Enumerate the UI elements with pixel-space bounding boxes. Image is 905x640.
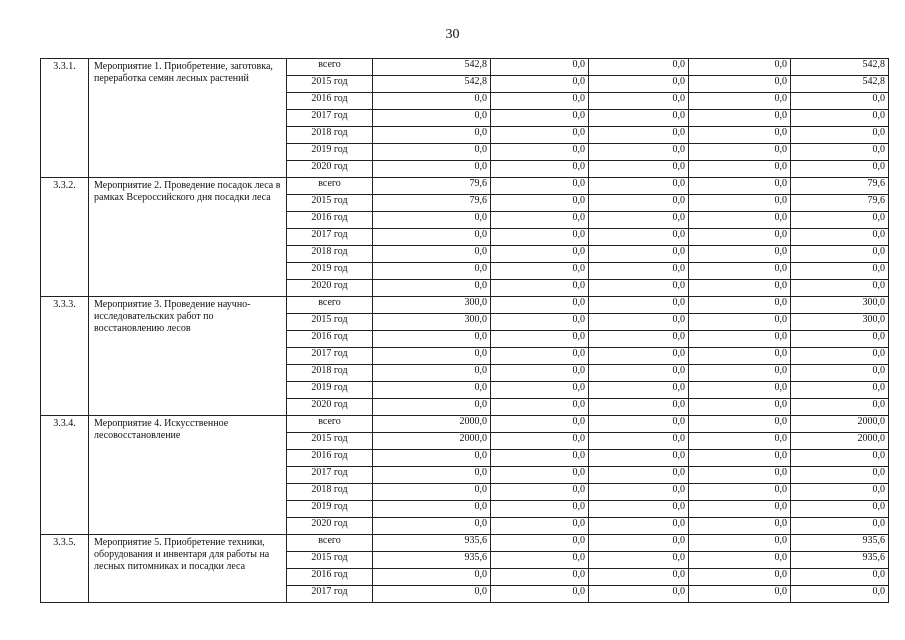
amount-cell-3: 0,0 xyxy=(589,348,689,365)
amount-cell-1: 542,8 xyxy=(373,59,491,76)
amount-cell-4: 0,0 xyxy=(689,280,791,297)
table-row-total xyxy=(41,535,889,552)
amount-cell-4: 0,0 xyxy=(689,382,791,399)
amount-cell-3: 0,0 xyxy=(589,110,689,127)
period-label: 2018 год xyxy=(287,484,373,501)
amount-cell-5: 0,0 xyxy=(791,484,889,501)
amount-cell-3: 0,0 xyxy=(589,59,689,76)
amount-cell-1: 0,0 xyxy=(373,127,491,144)
amount-cell-5: 0,0 xyxy=(791,569,889,586)
amount-cell-1: 0,0 xyxy=(373,280,491,297)
amount-cell-5: 0,0 xyxy=(791,348,889,365)
page-number: 30 xyxy=(445,27,460,42)
amount-cell-3: 0,0 xyxy=(589,416,689,433)
amount-cell-1: 0,0 xyxy=(373,501,491,518)
amount-cell-2: 0,0 xyxy=(491,416,589,433)
amount-cell-4: 0,0 xyxy=(689,501,791,518)
amount-cell-4: 0,0 xyxy=(689,76,791,93)
amount-cell-5: 0,0 xyxy=(791,501,889,518)
amount-cell-3: 0,0 xyxy=(589,178,689,195)
period-label: 2018 год xyxy=(287,246,373,263)
period-label: 2017 год xyxy=(287,467,373,484)
amount-cell-3: 0,0 xyxy=(589,263,689,280)
amount-cell-4: 0,0 xyxy=(689,348,791,365)
amount-cell-4: 0,0 xyxy=(689,416,791,433)
amount-cell-2: 0,0 xyxy=(491,229,589,246)
amount-cell-3: 0,0 xyxy=(589,195,689,212)
amount-cell-1: 0,0 xyxy=(373,110,491,127)
period-label: 2020 год xyxy=(287,518,373,535)
amount-cell-5: 542,8 xyxy=(791,76,889,93)
amount-cell-2: 0,0 xyxy=(491,433,589,450)
amount-cell-5: 935,6 xyxy=(791,535,889,552)
period-label: всего xyxy=(287,416,373,433)
amount-cell-4: 0,0 xyxy=(689,212,791,229)
table-row-total xyxy=(41,59,889,76)
amount-cell-4: 0,0 xyxy=(689,552,791,569)
amount-cell-3: 0,0 xyxy=(589,518,689,535)
amount-cell-3: 0,0 xyxy=(589,467,689,484)
table-row-total xyxy=(41,416,889,433)
amount-cell-5: 0,0 xyxy=(791,212,889,229)
amount-cell-5: 0,0 xyxy=(791,467,889,484)
amount-cell-4: 0,0 xyxy=(689,586,791,603)
amount-cell-1: 0,0 xyxy=(373,484,491,501)
amount-cell-4: 0,0 xyxy=(689,127,791,144)
amount-cell-3: 0,0 xyxy=(589,212,689,229)
amount-cell-1: 0,0 xyxy=(373,331,491,348)
amount-cell-3: 0,0 xyxy=(589,450,689,467)
amount-cell-1: 300,0 xyxy=(373,314,491,331)
amount-cell-1: 542,8 xyxy=(373,76,491,93)
amount-cell-2: 0,0 xyxy=(491,569,589,586)
amount-cell-5: 79,6 xyxy=(791,195,889,212)
activity-name: Мероприятие 3. Проведение научно-исследовательских работ по восстановлению лесов xyxy=(89,297,287,416)
period-label: 2017 год xyxy=(287,110,373,127)
period-label: 2020 год xyxy=(287,161,373,178)
amount-cell-1: 935,6 xyxy=(373,535,491,552)
amount-cell-5: 300,0 xyxy=(791,297,889,314)
amount-cell-1: 0,0 xyxy=(373,246,491,263)
amount-cell-3: 0,0 xyxy=(589,569,689,586)
activity-code: 3.3.3. xyxy=(41,297,89,416)
amount-cell-5: 0,0 xyxy=(791,382,889,399)
amount-cell-2: 0,0 xyxy=(491,348,589,365)
amount-cell-1: 2000,0 xyxy=(373,433,491,450)
amount-cell-5: 0,0 xyxy=(791,127,889,144)
amount-cell-3: 0,0 xyxy=(589,76,689,93)
amount-cell-5: 79,6 xyxy=(791,178,889,195)
amount-cell-5: 0,0 xyxy=(791,246,889,263)
amount-cell-4: 0,0 xyxy=(689,110,791,127)
amount-cell-2: 0,0 xyxy=(491,518,589,535)
period-label: всего xyxy=(287,297,373,314)
amount-cell-1: 0,0 xyxy=(373,586,491,603)
period-label: 2018 год xyxy=(287,365,373,382)
table-row-total xyxy=(41,178,889,195)
amount-cell-1: 0,0 xyxy=(373,365,491,382)
funding-table xyxy=(40,58,889,603)
amount-cell-2: 0,0 xyxy=(491,76,589,93)
period-label: 2016 год xyxy=(287,331,373,348)
amount-cell-5: 0,0 xyxy=(791,399,889,416)
amount-cell-2: 0,0 xyxy=(491,161,589,178)
period-label: 2016 год xyxy=(287,212,373,229)
amount-cell-1: 300,0 xyxy=(373,297,491,314)
period-label: 2019 год xyxy=(287,382,373,399)
amount-cell-4: 0,0 xyxy=(689,331,791,348)
activity-code: 3.3.4. xyxy=(41,416,89,535)
amount-cell-2: 0,0 xyxy=(491,59,589,76)
amount-cell-3: 0,0 xyxy=(589,433,689,450)
amount-cell-4: 0,0 xyxy=(689,450,791,467)
amount-cell-4: 0,0 xyxy=(689,484,791,501)
amount-cell-2: 0,0 xyxy=(491,382,589,399)
amount-cell-2: 0,0 xyxy=(491,586,589,603)
amount-cell-2: 0,0 xyxy=(491,246,589,263)
amount-cell-4: 0,0 xyxy=(689,535,791,552)
amount-cell-2: 0,0 xyxy=(491,535,589,552)
period-label: 2017 год xyxy=(287,586,373,603)
period-label: 2018 год xyxy=(287,127,373,144)
amount-cell-5: 0,0 xyxy=(791,229,889,246)
amount-cell-3: 0,0 xyxy=(589,280,689,297)
period-label: 2019 год xyxy=(287,144,373,161)
amount-cell-2: 0,0 xyxy=(491,331,589,348)
amount-cell-3: 0,0 xyxy=(589,314,689,331)
amount-cell-3: 0,0 xyxy=(589,552,689,569)
amount-cell-3: 0,0 xyxy=(589,535,689,552)
amount-cell-2: 0,0 xyxy=(491,552,589,569)
activity-name: Мероприятие 2. Проведение посадок леса в рамках Всероссийского дня посадки леса xyxy=(89,178,287,297)
amount-cell-3: 0,0 xyxy=(589,399,689,416)
amount-cell-5: 0,0 xyxy=(791,110,889,127)
activity-name: Мероприятие 5. Приобретение техники, оборудования и инвентаря для работы на лесных питомниках и посадки леса xyxy=(89,535,287,603)
period-label: 2015 год xyxy=(287,195,373,212)
amount-cell-1: 0,0 xyxy=(373,263,491,280)
amount-cell-2: 0,0 xyxy=(491,110,589,127)
amount-cell-2: 0,0 xyxy=(491,195,589,212)
amount-cell-4: 0,0 xyxy=(689,518,791,535)
amount-cell-2: 0,0 xyxy=(491,450,589,467)
period-label: 2019 год xyxy=(287,501,373,518)
amount-cell-2: 0,0 xyxy=(491,212,589,229)
period-label: 2015 год xyxy=(287,76,373,93)
amount-cell-5: 0,0 xyxy=(791,331,889,348)
amount-cell-4: 0,0 xyxy=(689,297,791,314)
period-label: всего xyxy=(287,535,373,552)
amount-cell-3: 0,0 xyxy=(589,501,689,518)
activity-code: 3.3.5. xyxy=(41,535,89,603)
amount-cell-5: 0,0 xyxy=(791,280,889,297)
amount-cell-3: 0,0 xyxy=(589,586,689,603)
amount-cell-5: 542,8 xyxy=(791,59,889,76)
amount-cell-4: 0,0 xyxy=(689,229,791,246)
amount-cell-5: 0,0 xyxy=(791,586,889,603)
amount-cell-5: 0,0 xyxy=(791,518,889,535)
amount-cell-5: 0,0 xyxy=(791,93,889,110)
period-label: 2016 год xyxy=(287,93,373,110)
amount-cell-2: 0,0 xyxy=(491,484,589,501)
amount-cell-4: 0,0 xyxy=(689,314,791,331)
amount-cell-4: 0,0 xyxy=(689,569,791,586)
amount-cell-1: 0,0 xyxy=(373,212,491,229)
amount-cell-5: 0,0 xyxy=(791,263,889,280)
amount-cell-4: 0,0 xyxy=(689,161,791,178)
amount-cell-2: 0,0 xyxy=(491,314,589,331)
amount-cell-1: 0,0 xyxy=(373,467,491,484)
amount-cell-3: 0,0 xyxy=(589,331,689,348)
amount-cell-4: 0,0 xyxy=(689,399,791,416)
amount-cell-2: 0,0 xyxy=(491,280,589,297)
period-label: 2017 год xyxy=(287,229,373,246)
activity-name: Мероприятие 1. Приобретение, заготовка, переработка семян лесных растений xyxy=(89,59,287,178)
amount-cell-2: 0,0 xyxy=(491,144,589,161)
amount-cell-1: 0,0 xyxy=(373,348,491,365)
amount-cell-1: 0,0 xyxy=(373,518,491,535)
amount-cell-3: 0,0 xyxy=(589,127,689,144)
amount-cell-2: 0,0 xyxy=(491,178,589,195)
amount-cell-3: 0,0 xyxy=(589,246,689,263)
amount-cell-1: 935,6 xyxy=(373,552,491,569)
activity-code: 3.3.1. xyxy=(41,59,89,178)
amount-cell-5: 935,6 xyxy=(791,552,889,569)
amount-cell-1: 0,0 xyxy=(373,399,491,416)
amount-cell-1: 0,0 xyxy=(373,93,491,110)
period-label: 2019 год xyxy=(287,263,373,280)
amount-cell-4: 0,0 xyxy=(689,59,791,76)
amount-cell-1: 79,6 xyxy=(373,178,491,195)
amount-cell-1: 0,0 xyxy=(373,229,491,246)
amount-cell-3: 0,0 xyxy=(589,229,689,246)
amount-cell-1: 2000,0 xyxy=(373,416,491,433)
amount-cell-1: 0,0 xyxy=(373,569,491,586)
amount-cell-5: 0,0 xyxy=(791,144,889,161)
amount-cell-1: 79,6 xyxy=(373,195,491,212)
period-label: 2016 год xyxy=(287,450,373,467)
amount-cell-5: 2000,0 xyxy=(791,433,889,450)
amount-cell-4: 0,0 xyxy=(689,195,791,212)
amount-cell-3: 0,0 xyxy=(589,161,689,178)
amount-cell-3: 0,0 xyxy=(589,365,689,382)
period-label: 2015 год xyxy=(287,433,373,450)
period-label: 2016 год xyxy=(287,569,373,586)
period-label: 2020 год xyxy=(287,280,373,297)
table-body xyxy=(41,59,889,603)
amount-cell-4: 0,0 xyxy=(689,263,791,280)
amount-cell-4: 0,0 xyxy=(689,365,791,382)
amount-cell-2: 0,0 xyxy=(491,399,589,416)
amount-cell-5: 2000,0 xyxy=(791,416,889,433)
amount-cell-1: 0,0 xyxy=(373,161,491,178)
amount-cell-4: 0,0 xyxy=(689,93,791,110)
amount-cell-2: 0,0 xyxy=(491,501,589,518)
period-label: всего xyxy=(287,59,373,76)
table-row-total xyxy=(41,297,889,314)
amount-cell-2: 0,0 xyxy=(491,93,589,110)
amount-cell-5: 0,0 xyxy=(791,450,889,467)
period-label: всего xyxy=(287,178,373,195)
activity-code: 3.3.2. xyxy=(41,178,89,297)
amount-cell-5: 0,0 xyxy=(791,161,889,178)
amount-cell-1: 0,0 xyxy=(373,382,491,399)
amount-cell-3: 0,0 xyxy=(589,382,689,399)
amount-cell-3: 0,0 xyxy=(589,144,689,161)
amount-cell-1: 0,0 xyxy=(373,450,491,467)
amount-cell-4: 0,0 xyxy=(689,144,791,161)
amount-cell-4: 0,0 xyxy=(689,467,791,484)
amount-cell-2: 0,0 xyxy=(491,365,589,382)
amount-cell-4: 0,0 xyxy=(689,178,791,195)
amount-cell-3: 0,0 xyxy=(589,484,689,501)
amount-cell-2: 0,0 xyxy=(491,467,589,484)
period-label: 2015 год xyxy=(287,314,373,331)
amount-cell-3: 0,0 xyxy=(589,297,689,314)
amount-cell-5: 0,0 xyxy=(791,365,889,382)
amount-cell-3: 0,0 xyxy=(589,93,689,110)
amount-cell-2: 0,0 xyxy=(491,263,589,280)
amount-cell-4: 0,0 xyxy=(689,433,791,450)
amount-cell-5: 300,0 xyxy=(791,314,889,331)
period-label: 2017 год xyxy=(287,348,373,365)
activity-name: Мероприятие 4. Искусственное лесовосстановление xyxy=(89,416,287,535)
amount-cell-4: 0,0 xyxy=(689,246,791,263)
period-label: 2020 год xyxy=(287,399,373,416)
amount-cell-2: 0,0 xyxy=(491,127,589,144)
amount-cell-2: 0,0 xyxy=(491,297,589,314)
period-label: 2015 год xyxy=(287,552,373,569)
amount-cell-1: 0,0 xyxy=(373,144,491,161)
